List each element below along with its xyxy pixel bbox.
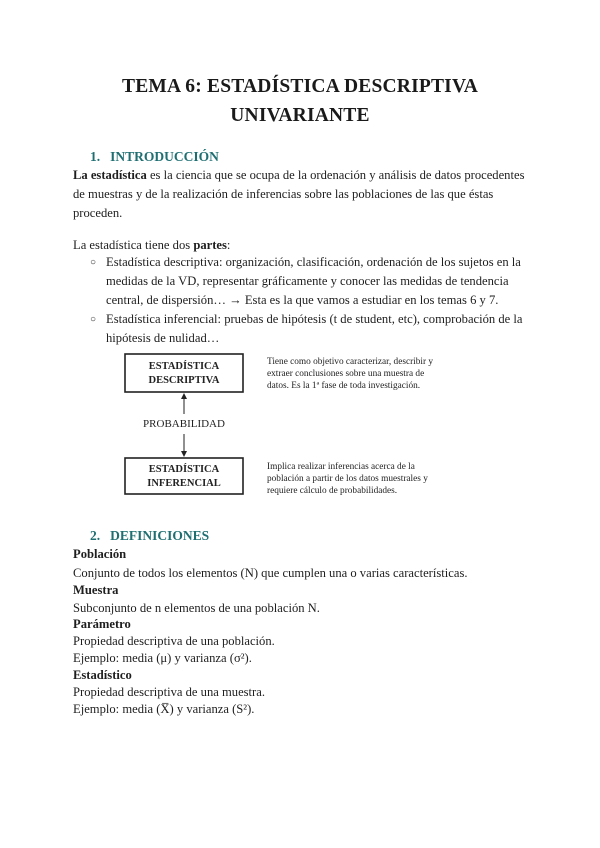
intro-paragraph: [73, 166, 528, 223]
definition-term: Muestra: [73, 583, 119, 597]
partes-text: La estadística tiene dos: [73, 238, 194, 252]
definition-example: Ejemplo: media (μ) y varianza (σ²).: [73, 651, 252, 665]
note2-line1: Implica realizar inferencias acerca de la: [267, 462, 415, 472]
box2-line2: INFERENCIAL: [147, 478, 221, 489]
section-heading-definiciones: [90, 528, 209, 544]
list-item: [90, 253, 530, 310]
bullet-circle-icon: ○: [90, 257, 97, 268]
definition-text: Propiedad descriptiva de una muestra.: [73, 685, 265, 699]
partes-list: [90, 253, 530, 348]
box1-line2: DESCRIPTIVA: [148, 375, 220, 386]
statistics-diagram: [121, 350, 471, 500]
list-item: [90, 310, 530, 348]
section-number: 2.: [90, 528, 101, 543]
definition-term: Población: [73, 547, 127, 561]
section-title: INTRODUCCIÓN: [110, 149, 219, 164]
definition-text: Conjunto de todos los elementos (N) que cumplen una o varias características.: [73, 566, 468, 580]
section-heading-introduccion: [90, 149, 219, 165]
note1-line2: extraer conclusiones sobre una muestra de: [267, 369, 425, 379]
note2-line2: población a partir de los datos muestrales y: [267, 474, 428, 484]
box1-line1: ESTADÍSTICA: [148, 361, 220, 372]
box-descriptiva: [125, 354, 243, 392]
definition-term: Parámetro: [73, 617, 131, 631]
page-title-line-2: UNIVARIANTE: [230, 105, 370, 126]
bullet-text: Estadística inferencial: pruebas de hipótesis (t de student, etc), comprobación de la hipótesis de nulidad…: [106, 312, 523, 345]
page-title-line-1: TEMA 6: ESTADÍSTICA DESCRIPTIVA: [121, 76, 479, 97]
note1-line3: datos. Es la 1ª fase de toda investigación.: [267, 381, 421, 391]
section-title: DEFINICIONES: [110, 528, 210, 543]
bullet-circle-icon: ○: [90, 314, 97, 325]
section-number: 1.: [90, 149, 101, 164]
probabilidad-label: PROBABILIDAD: [143, 418, 225, 430]
intro-bold-term: La estadística: [73, 168, 147, 182]
note2-line3: requiere cálculo de probabilidades.: [267, 486, 398, 496]
partes-colon: :: [226, 238, 231, 252]
definition-text: Propiedad descriptiva de una población.: [73, 634, 275, 648]
intro-text: es la ciencia que se ocupa de la ordenación y análisis de datos procedentes de muestras y de la realización de inferencias sobre las poblaciones de las que éstas proceden.: [73, 168, 525, 220]
definition-text: Subconjunto de n elementos de una población N.: [73, 601, 320, 615]
note1-line1: Tiene como objetivo caracterizar, describir y: [267, 357, 434, 367]
definition-term: Estadístico: [73, 668, 132, 682]
definition-example: Ejemplo: media (X̅) y varianza (S²).: [73, 702, 255, 716]
partes-bold: partes: [193, 238, 227, 252]
box2-line1: ESTADÍSTICA: [148, 464, 220, 475]
bullet-text: Estadística descriptiva: organización, clasificación, ordenación de los sujetos en la medidas de la VD, representar gráficamente y conocer las medidas de tendencia central, de dispersión… → Esta es la que vamos a estudiar en los temas 6 y 7.: [106, 255, 521, 307]
